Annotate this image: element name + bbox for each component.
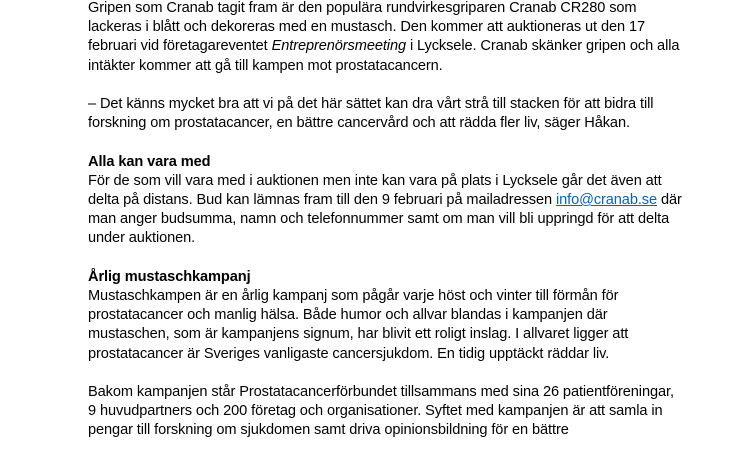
text-line: intäkter kommer att gå till kampen mot prostatacancern. [88,57,443,74]
section-heading-mustaschkampanj: Årlig mustaschkampanj [88,268,251,285]
text-line: – Det känns mycket bra att vi på det här sättet kan dra vårt strå till stacken för att bidra till [88,96,654,112]
section-heading-alla-kan-vara-med: Alla kan vara med [88,153,211,170]
paragraph-gripen [88,0,728,76]
text-line: mustaschen, som är kampanjens signum, har blivit ett roligt inslag. I allvaret ligger att [88,326,629,343]
document-body [88,0,728,460]
text-line: forskning om prostatacancer, en bättre cancervård och att rädda fler liv, säger Håkan. [88,115,630,132]
text-segment: i Lycksele. Cranab skänker gripen och alla [405,38,680,55]
text-line [88,191,728,210]
paragraph-auction-info [88,172,728,249]
text-line: För de som vill vara med i auktionen men inte kan vara på plats i Lycksele går det även att [88,172,662,189]
paragraph-quote [88,95,728,133]
paragraph-campaign-info [88,287,728,364]
text-line: 9 huvudpartners och 200 företag och organisationer. Syftet med kampanjen är att samla in [88,403,663,420]
text-line: under auktionen. [88,230,196,247]
text-line: Mustaschkampen är en årlig kampanj som pågår varje höst och vinter till förmån för [88,288,619,304]
text-line: man anger budsumma, namn och telefonnummer samt om man vill bli uppringd för att delta [88,211,670,228]
paragraph-organizers [88,383,728,441]
text-line: lackeras i blått och dekoreras med en mustasch. Den kommer att auktioneras ut den 17 [88,19,645,36]
text-segment: där [657,192,682,208]
text-line: prostatacancer är Sveriges vanligaste cancersjukdom. En tidig upptäckt räddar liv. [88,345,610,362]
text-line: pengar till forskning om sjukdomen samt driva opinionsbildning för en bättre [88,422,569,439]
text-line: Bakom kampanjen står Prostatacancerförbundet tillsammans med sina 26 patientföreningar, [88,384,674,400]
text-line [88,37,728,56]
text-segment: februari vid företagareventet [88,38,272,55]
text-line: prostatacancer och manlig hälsa. Både humor och allvar blandas i kampanjen där [88,307,608,324]
text-line: Gripen som Cranab tagit fram är den populära rundvirkesgriparen Cranab CR280 som [88,0,637,16]
email-link[interactable]: info@cranab.se [555,192,658,208]
text-segment: delta på distans. Bud kan lämnas fram till den 9 februari på mailadressen [88,192,556,208]
event-name: Entreprenörsmeeting [271,38,406,55]
